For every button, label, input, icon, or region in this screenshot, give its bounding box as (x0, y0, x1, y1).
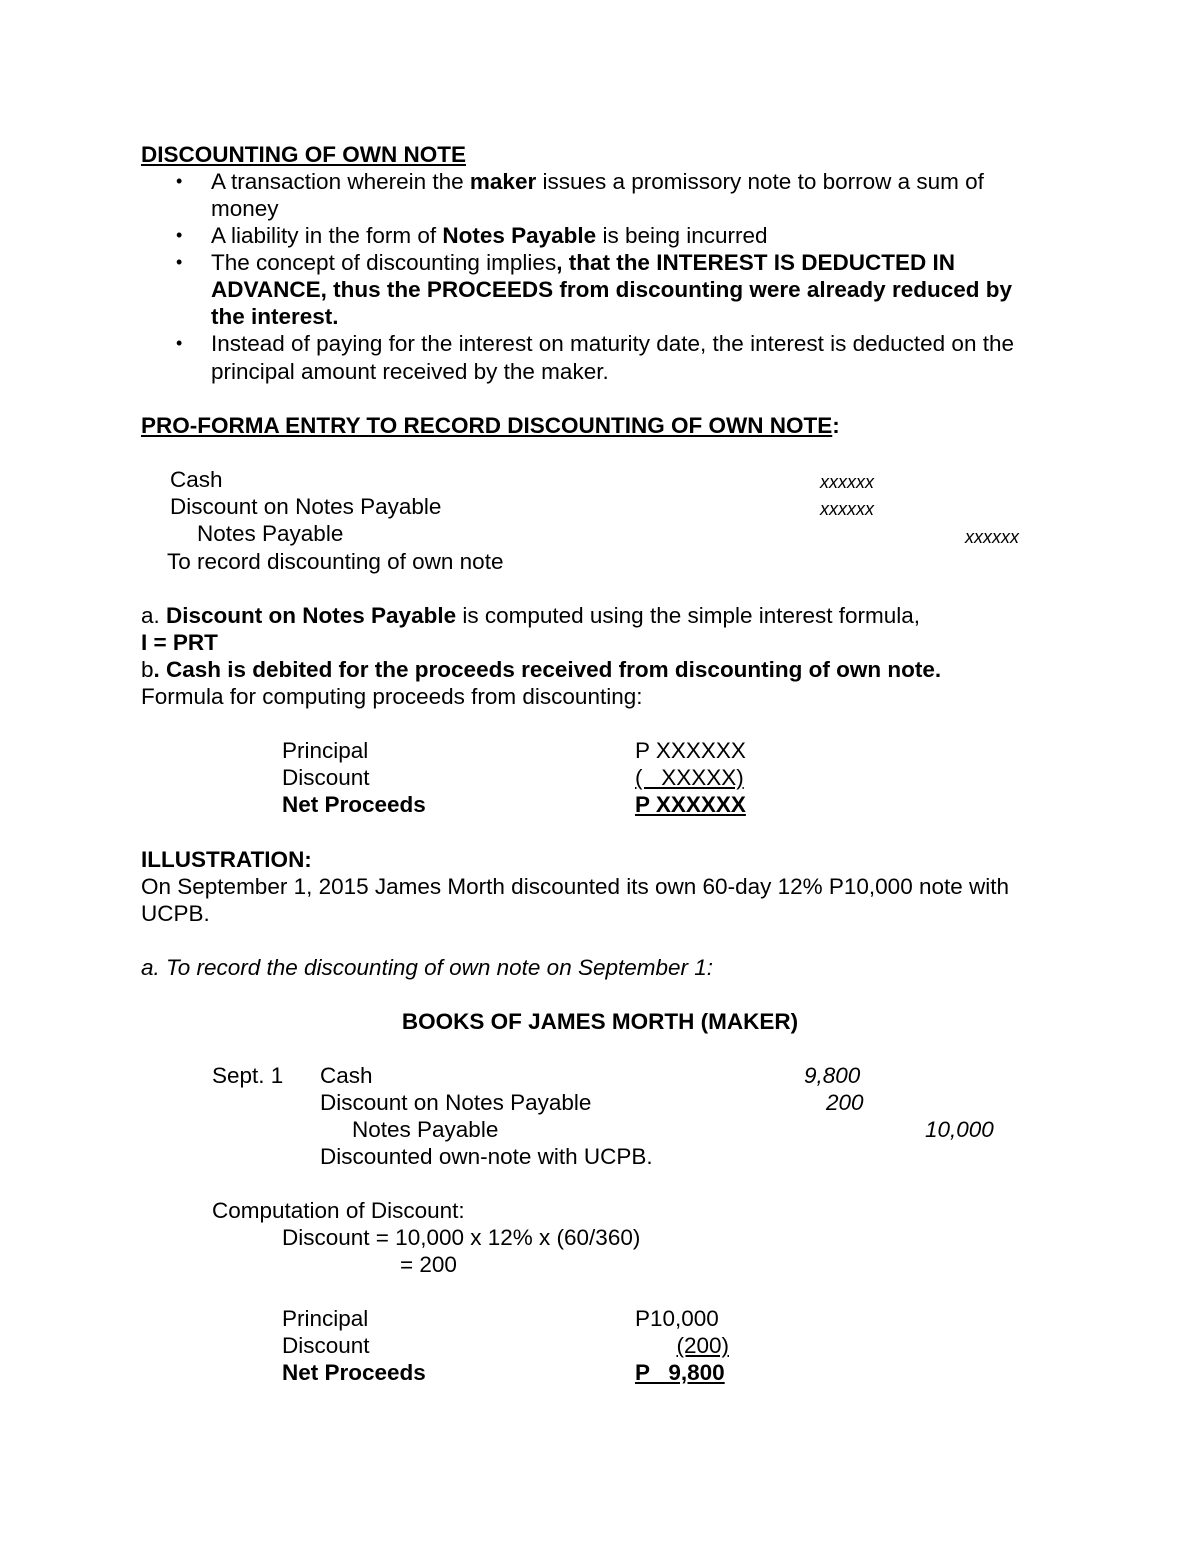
journal-cash-amount: 9,800 (804, 1063, 861, 1088)
illus-table-net-label: Net Proceeds (282, 1360, 426, 1385)
illustration-heading: ILLUSTRATION: (141, 847, 312, 872)
bullet-3-line-3: the interest. (211, 304, 339, 329)
bullet: • (176, 225, 183, 245)
table-principal-value: P XXXXXX (635, 738, 746, 763)
table-discount-value: ( XXXXX) (635, 765, 744, 790)
illustration-sub-a: a. To record the discounting of own note on September 1: (141, 955, 714, 980)
journal-discount-label: Discount on Notes Payable (320, 1090, 592, 1115)
entry-discount-label: Discount on Notes Payable (170, 494, 442, 519)
journal-memo: Discounted own-note with UCPB. (320, 1144, 653, 1169)
journal-notes-label: Notes Payable (352, 1117, 499, 1142)
books-title: BOOKS OF JAMES MORTH (MAKER) (401, 1009, 799, 1034)
formula-intro: Formula for computing proceeds from discounting: (141, 684, 643, 709)
entry-cash-amount: xxxxxx (820, 472, 874, 492)
journal-discount-amount: 200 (826, 1090, 864, 1115)
illus-table-net-value: P 9,800 (635, 1360, 725, 1385)
journal-cash-label: Cash (320, 1063, 373, 1088)
bullet-2: A liability in the form of Notes Payable is being incurred (211, 223, 768, 248)
point-b: b. Cash is debited for the proceeds received from discounting of own note. (141, 657, 942, 682)
formula-iprt: I = PRT (141, 630, 218, 655)
entry-discount-amount: xxxxxx (820, 499, 874, 519)
table-net-label: Net Proceeds (282, 792, 426, 817)
bullet: • (176, 333, 183, 353)
bullet-1-line-1: A transaction wherein the maker issues a promissory note to borrow a sum of (211, 169, 984, 194)
journal-date: Sept. 1 (212, 1063, 284, 1088)
illustration-line-1: On September 1, 2015 James Morth discounted its own 60-day 12% P10,000 note with (141, 874, 1010, 899)
entry-memo: To record discounting of own note (167, 549, 504, 574)
entry-notes-label: Notes Payable (197, 521, 344, 546)
illus-table-discount-label: Discount (282, 1333, 370, 1358)
journal-notes-amount: 10,000 (925, 1117, 994, 1142)
bullet: • (176, 252, 183, 272)
bullet-4-line-2: principal amount received by the maker. (211, 359, 609, 384)
table-principal-label: Principal (282, 738, 369, 763)
bullet-3-line-1: The concept of discounting implies, that the INTEREST IS DEDUCTED IN (211, 250, 955, 275)
bullet-4-line-1: Instead of paying for the interest on maturity date, the interest is deducted on the (211, 331, 1014, 356)
illus-table-discount-value: (200) (676, 1333, 729, 1358)
computation-title: Computation of Discount: (212, 1198, 465, 1223)
illustration-line-2: UCPB. (141, 901, 210, 926)
computation-line-1: Discount = 10,000 x 12% x (60/360) (282, 1225, 641, 1250)
bullet: • (176, 171, 183, 191)
point-a: a. Discount on Notes Payable is computed using the simple interest formula, (141, 603, 921, 628)
section-heading-pro-forma: PRO-FORMA ENTRY TO RECORD DISCOUNTING OF OWN NOTE: (141, 413, 840, 438)
table-discount-label: Discount (282, 765, 370, 790)
computation-line-2: = 200 (400, 1252, 457, 1277)
table-net-value: P XXXXXX (635, 792, 746, 817)
entry-notes-amount: xxxxxx (965, 527, 1019, 547)
entry-cash-label: Cash (170, 467, 223, 492)
section-heading-discounting: DISCOUNTING OF OWN NOTE (141, 142, 466, 167)
illus-table-principal-label: Principal (282, 1306, 369, 1331)
bullet-1-line-2: money (211, 196, 279, 221)
illus-table-principal-value: P10,000 (635, 1306, 719, 1331)
bullet-3-line-2: ADVANCE, thus the PROCEEDS from discounting were already reduced by (211, 277, 1012, 302)
